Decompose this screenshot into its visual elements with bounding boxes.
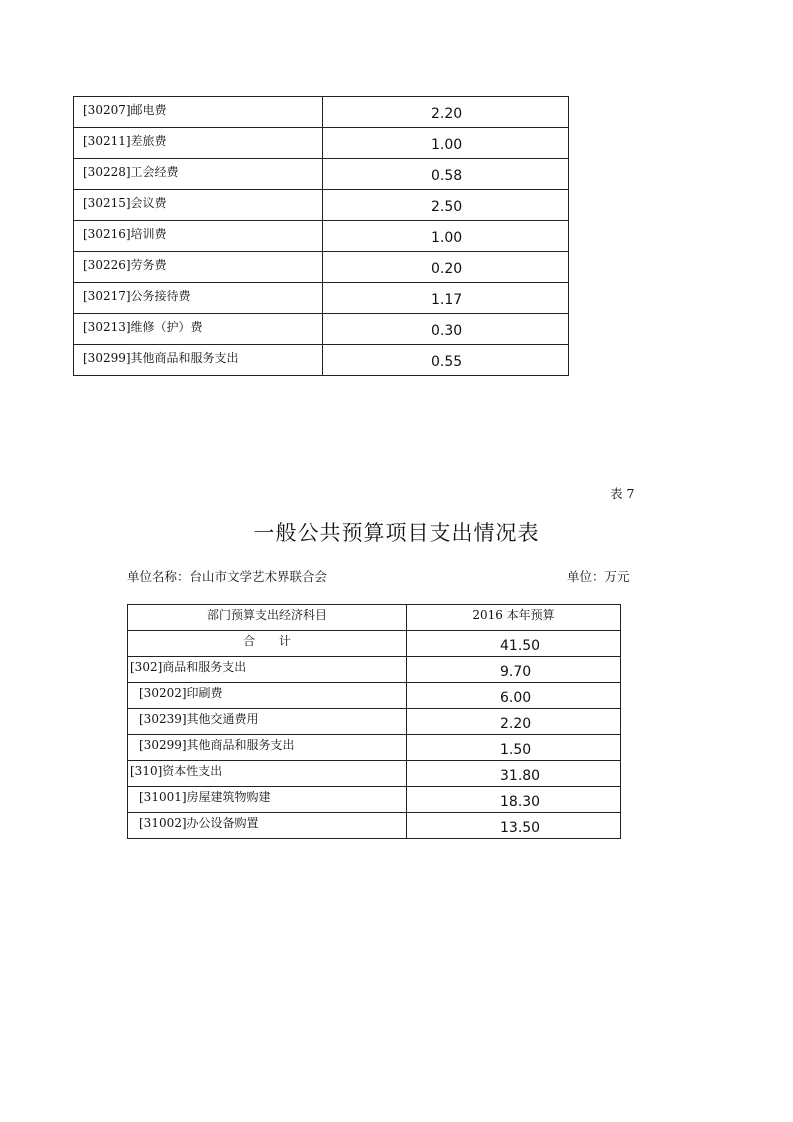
table-row bbox=[128, 657, 621, 683]
total-row bbox=[128, 631, 621, 657]
table-row bbox=[128, 787, 621, 813]
row-value: 1.00 bbox=[323, 221, 569, 252]
table-row bbox=[74, 314, 569, 345]
table-row bbox=[74, 252, 569, 283]
table-row bbox=[128, 709, 621, 735]
row-name: [30217]公务接待费 bbox=[74, 283, 323, 314]
row-value: 9.70 bbox=[407, 657, 621, 683]
row-value: 2.20 bbox=[407, 709, 621, 735]
currency-unit-label: 单位：万元 bbox=[567, 569, 630, 584]
row-name: [30239]其他交通费用 bbox=[128, 709, 407, 735]
row-value: 1.00 bbox=[323, 128, 569, 159]
row-name: [30213]维修（护）费 bbox=[74, 314, 323, 345]
row-value: 2.50 bbox=[323, 190, 569, 221]
table-row bbox=[74, 190, 569, 221]
table-row bbox=[74, 128, 569, 159]
row-value: 1.17 bbox=[323, 283, 569, 314]
row-name: [30211]差旅费 bbox=[74, 128, 323, 159]
column-header-subject: 部门预算支出经济科目 bbox=[128, 605, 407, 631]
table-row bbox=[128, 735, 621, 761]
row-name: [31002]办公设备购置 bbox=[128, 813, 407, 839]
row-name: [30216]培训费 bbox=[74, 221, 323, 252]
row-value: 1.50 bbox=[407, 735, 621, 761]
expense-table-continued bbox=[73, 96, 569, 376]
row-name: [30207]邮电费 bbox=[74, 97, 323, 128]
total-label: 合 计 bbox=[128, 631, 407, 657]
table-row bbox=[74, 221, 569, 252]
column-header-budget: 2016 本年预算 bbox=[407, 605, 621, 631]
row-value: 6.00 bbox=[407, 683, 621, 709]
row-name: [30299]其他商品和服务支出 bbox=[128, 735, 407, 761]
row-value: 13.50 bbox=[407, 813, 621, 839]
row-value: 0.55 bbox=[323, 345, 569, 376]
total-value: 41.50 bbox=[407, 631, 621, 657]
unit-name-label: 单位名称：台山市文学艺术界联合会 bbox=[127, 569, 328, 584]
row-name: [30202]印刷费 bbox=[128, 683, 407, 709]
row-value: 2.20 bbox=[323, 97, 569, 128]
row-value: 31.80 bbox=[407, 761, 621, 787]
row-name: [30299]其他商品和服务支出 bbox=[74, 345, 323, 376]
row-name: [30226]劳务费 bbox=[74, 252, 323, 283]
table-row bbox=[128, 683, 621, 709]
row-value: 0.58 bbox=[323, 159, 569, 190]
project-expenditure-table bbox=[127, 604, 621, 839]
table-row bbox=[74, 345, 569, 376]
page-title: 一般公共预算项目支出情况表 bbox=[253, 521, 540, 545]
table-row bbox=[128, 761, 621, 787]
row-name: [302]商品和服务支出 bbox=[128, 657, 407, 683]
row-value: 0.30 bbox=[323, 314, 569, 345]
row-name: [310]资本性支出 bbox=[128, 761, 407, 787]
table-number: 表 7 bbox=[610, 486, 635, 501]
table-row bbox=[74, 283, 569, 314]
row-name: [30228]工会经费 bbox=[74, 159, 323, 190]
table-header-row bbox=[128, 605, 621, 631]
table-row bbox=[128, 813, 621, 839]
row-name: [31001]房屋建筑物购建 bbox=[128, 787, 407, 813]
row-name: [30215]会议费 bbox=[74, 190, 323, 221]
row-value: 0.20 bbox=[323, 252, 569, 283]
table-row bbox=[74, 159, 569, 190]
table-row bbox=[74, 97, 569, 128]
row-value: 18.30 bbox=[407, 787, 621, 813]
